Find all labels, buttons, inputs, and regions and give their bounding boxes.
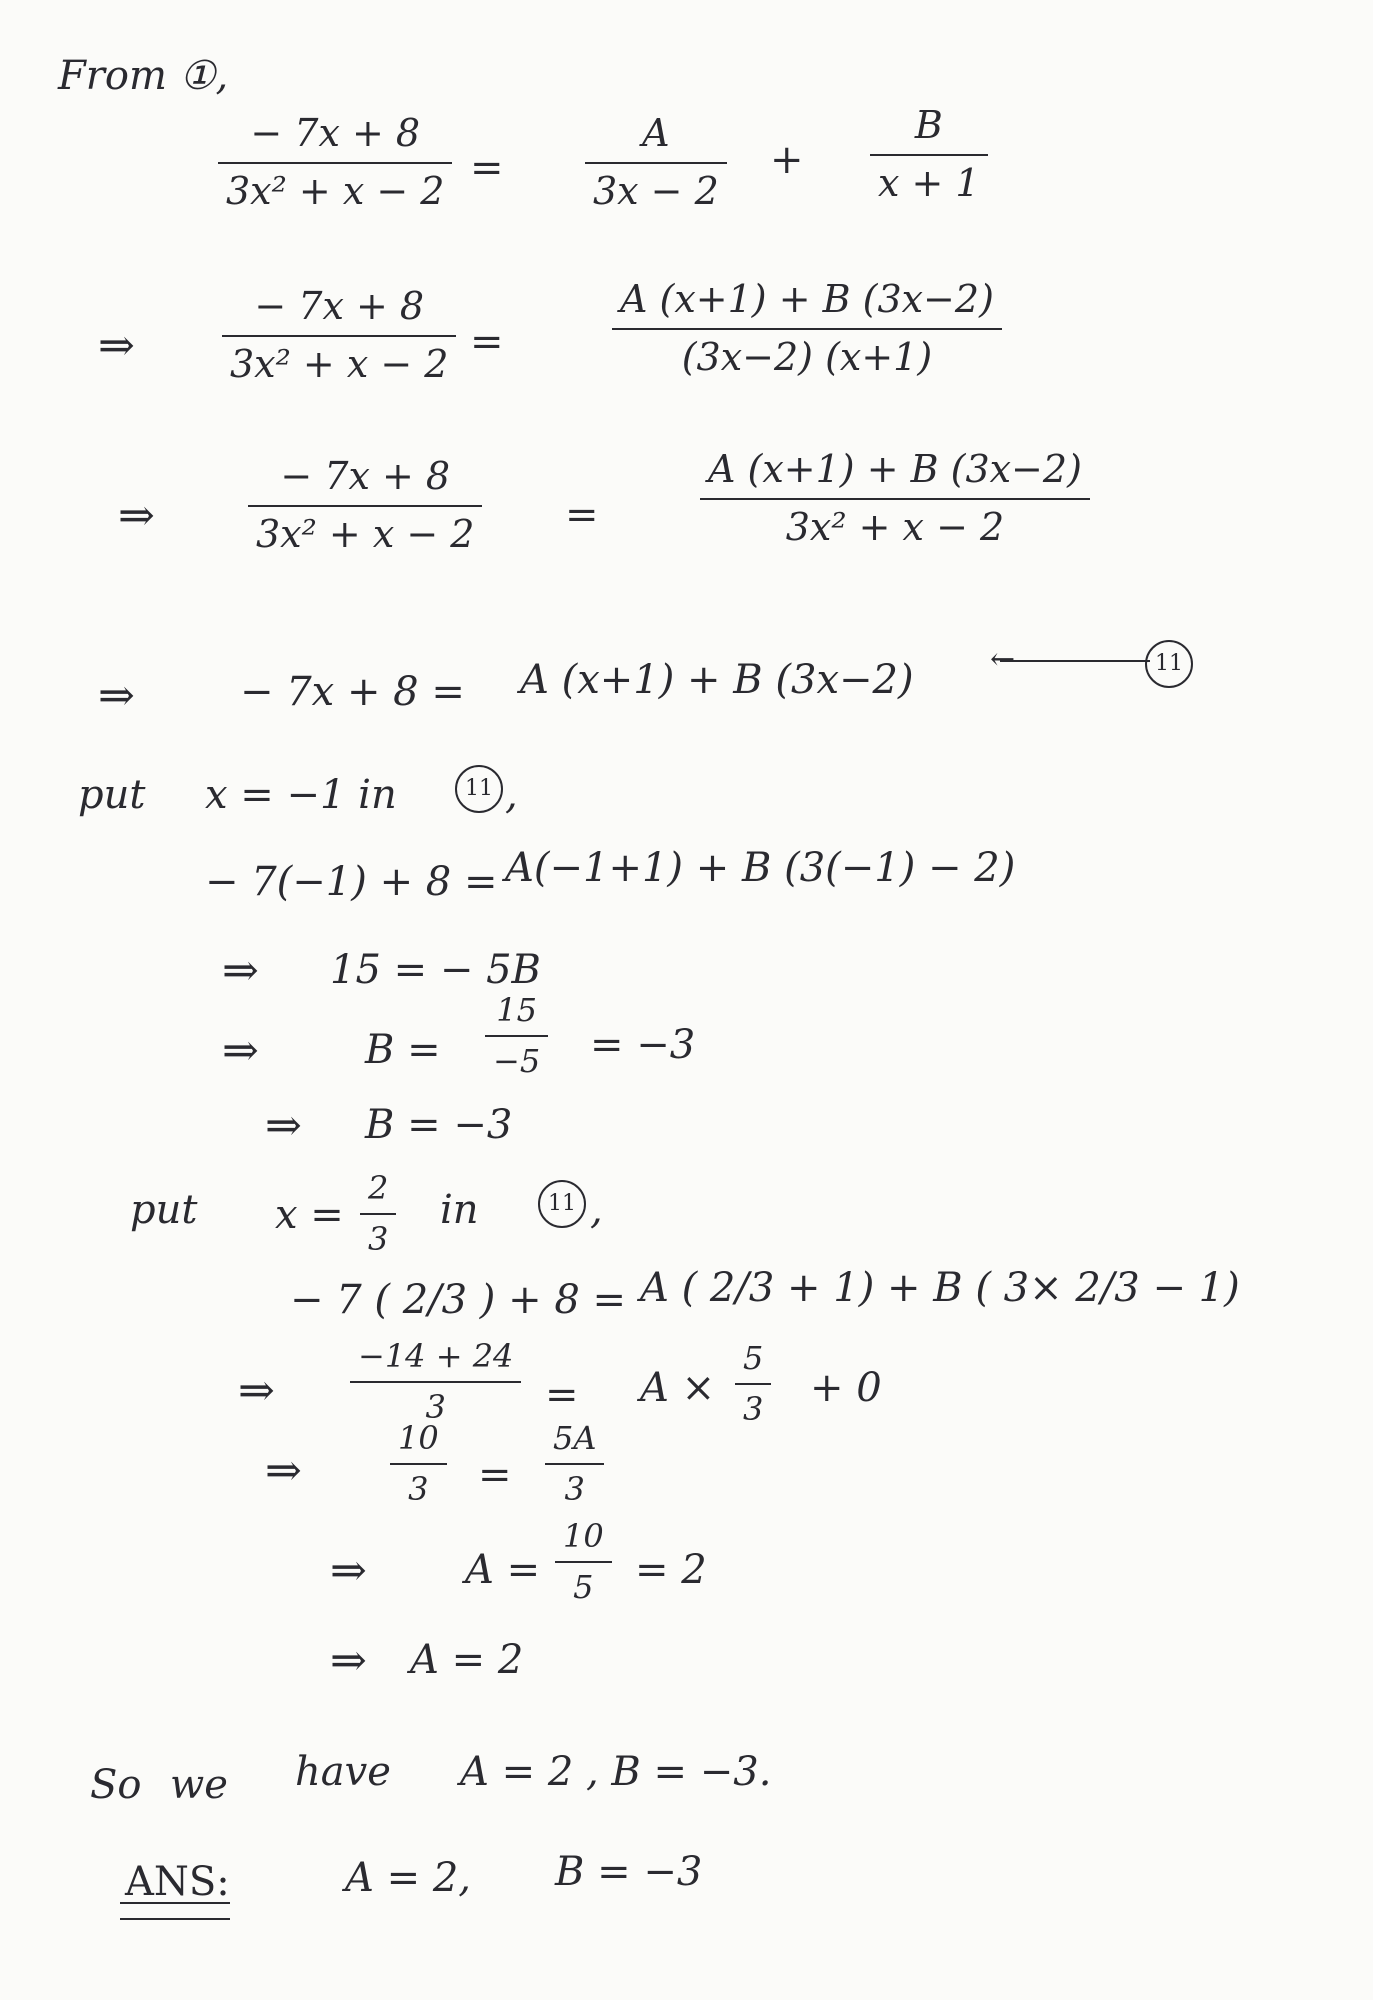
fraction-bar: [870, 154, 988, 156]
put1-comma: ,: [505, 772, 518, 818]
fraction-bar: [612, 328, 1002, 330]
summary-we: we: [170, 1762, 228, 1808]
put2-fraction: [360, 1170, 396, 1258]
implies-arrow: ⇒: [238, 1365, 275, 1416]
step-a1-lhs-denominator: 3: [425, 1387, 446, 1426]
implies-arrow: ⇒: [265, 1445, 302, 1496]
eq1-term1-numerator: A: [642, 111, 670, 155]
step-a2-rhs-fraction: [545, 1420, 604, 1508]
answer-a: A = 2,: [345, 1855, 471, 1901]
eq1-plus: +: [770, 137, 804, 183]
implies-arrow: ⇒: [330, 1545, 367, 1596]
eq1-term1-fraction: [585, 112, 727, 213]
eq1-term1-denominator: 3x − 2: [593, 168, 719, 213]
answer-label: ANS:: [125, 1859, 230, 1905]
implies-arrow: ⇒: [330, 1635, 367, 1686]
sub1-lhs: − 7(−1) + 8 =: [205, 859, 498, 905]
eq1-lhs-denominator: 3x² + x − 2: [226, 168, 445, 213]
eq3-lhs-fraction: [248, 455, 482, 556]
fraction-bar: [222, 335, 456, 337]
eq3-lhs-numerator: − 7x + 8: [280, 454, 451, 498]
put1-label: put: [78, 772, 146, 818]
sub1-rhs: A(−1+1) + B (3(−1) − 2): [505, 845, 1016, 891]
fraction-bar: [485, 1035, 548, 1037]
step-b2-numerator: 15: [496, 991, 537, 1029]
fraction-bar: [545, 1463, 604, 1465]
eq3-lhs-denominator: 3x² + x − 2: [256, 511, 475, 556]
eq4-lhs: − 7x + 8 =: [240, 669, 465, 715]
fraction-bar: [390, 1463, 447, 1465]
implies-arrow: ⇒: [98, 320, 135, 371]
sub2-lhs: − 7 ( 2/3 ) + 8 =: [290, 1277, 627, 1323]
summary-have: have: [295, 1749, 391, 1795]
eq2-rhs-numerator: A (x+1) + B (3x−2): [620, 277, 994, 321]
equation-number-circle: 11: [1145, 640, 1193, 688]
step-a2-lhs-numerator: 10: [398, 1419, 439, 1457]
answer-underline: [120, 1902, 230, 1904]
put1-condition: x = −1 in: [205, 772, 397, 818]
step-b2-fraction: [485, 992, 548, 1080]
eq1-lhs-fraction: [218, 112, 452, 213]
eq4-tag: [1145, 640, 1193, 688]
eq3-rhs-fraction: [700, 448, 1090, 549]
step-b1: 15 = − 5B: [330, 947, 541, 993]
step-a3-numerator: 10: [563, 1517, 604, 1555]
put2-comma: ,: [590, 1187, 603, 1233]
eq1-lhs-numerator: − 7x + 8: [250, 111, 421, 155]
step-a1-rhs-numerator: 5: [743, 1339, 764, 1377]
eq2-lhs-denominator: 3x² + x − 2: [230, 341, 449, 386]
put2-tag: [538, 1180, 586, 1228]
implies-arrow: ⇒: [118, 490, 155, 541]
eq2-rhs-denominator: (3x−2) (x+1): [681, 334, 933, 379]
eq1-term2-numerator: B: [914, 103, 943, 147]
summary-so: So: [90, 1762, 142, 1808]
step-a3-pre: A =: [465, 1547, 541, 1593]
step-a1-equals: =: [545, 1372, 579, 1418]
pointer-arrowhead: ←: [990, 642, 1016, 677]
eq2-lhs-numerator: − 7x + 8: [254, 284, 425, 328]
eq2-equals: =: [470, 319, 504, 365]
step-b2-pre: B =: [365, 1027, 441, 1073]
eq4-rhs: A (x+1) + B (3x−2): [520, 657, 914, 703]
put2-post: in: [440, 1187, 479, 1233]
pointer-line: [1000, 660, 1150, 666]
fraction-bar: [360, 1213, 396, 1215]
step-a1-rhs-pre: A ×: [640, 1365, 716, 1411]
implies-arrow: ⇒: [222, 945, 259, 996]
step-a4: A = 2: [410, 1637, 524, 1683]
step-b2-denominator: −5: [493, 1041, 541, 1080]
step-a3-post: = 2: [635, 1547, 707, 1593]
step-a2-lhs-denominator: 3: [408, 1469, 429, 1508]
summary-values: A = 2 , B = −3.: [460, 1749, 772, 1795]
fraction-bar: [248, 505, 482, 507]
implies-arrow: ⇒: [265, 1100, 302, 1151]
eq1-term2-fraction: [870, 104, 988, 205]
eq1-equals: =: [470, 145, 504, 191]
fraction-bar: [350, 1381, 521, 1383]
eq3-rhs-denominator: 3x² + x − 2: [785, 504, 1005, 549]
sub2-rhs: A ( 2/3 + 1) + B ( 3× 2/3 − 1): [640, 1265, 1240, 1311]
put1-tag: [455, 765, 503, 813]
step-a3-denominator: 5: [573, 1567, 594, 1606]
put2-denominator: 3: [368, 1219, 389, 1258]
put2-pre: x =: [275, 1192, 344, 1238]
fraction-bar: [585, 162, 727, 164]
equation-number-circle: 11: [455, 765, 503, 813]
step-a2-equals: =: [478, 1452, 512, 1498]
step-a3-fraction: [555, 1518, 612, 1606]
step-a2-lhs-fraction: [390, 1420, 447, 1508]
eq3-equals: =: [565, 492, 599, 538]
eq2-lhs-fraction: [222, 285, 456, 386]
put2-label: put: [130, 1187, 198, 1233]
step-a2-rhs-denominator: 3: [564, 1469, 585, 1508]
step-a1-rhs-denominator: 3: [743, 1389, 764, 1428]
answer-underline: [120, 1918, 230, 1920]
step-a1-rhs-fraction: [735, 1340, 771, 1428]
step-b3: B = −3: [365, 1102, 513, 1148]
implies-arrow: ⇒: [98, 670, 135, 721]
eq3-rhs-numerator: A (x+1) + B (3x−2): [708, 447, 1082, 491]
step-a1-rhs-post: + 0: [810, 1365, 882, 1411]
fraction-bar: [218, 162, 452, 164]
put2-numerator: 2: [368, 1169, 389, 1207]
implies-arrow: ⇒: [222, 1025, 259, 1076]
equation-number-circle: 11: [538, 1180, 586, 1228]
step-a2-rhs-numerator: 5A: [553, 1419, 597, 1457]
fraction-bar: [555, 1561, 612, 1563]
eq2-rhs-fraction: [612, 278, 1002, 379]
heading: From ①,: [58, 53, 229, 99]
fraction-bar: [700, 498, 1090, 500]
step-a1-lhs-fraction: [350, 1338, 521, 1426]
fraction-bar: [735, 1383, 771, 1385]
answer-b: B = −3: [555, 1849, 703, 1895]
step-b2-post: = −3: [590, 1022, 696, 1068]
eq1-term2-denominator: x + 1: [878, 160, 980, 205]
step-a1-lhs-numerator: −14 + 24: [358, 1337, 514, 1375]
